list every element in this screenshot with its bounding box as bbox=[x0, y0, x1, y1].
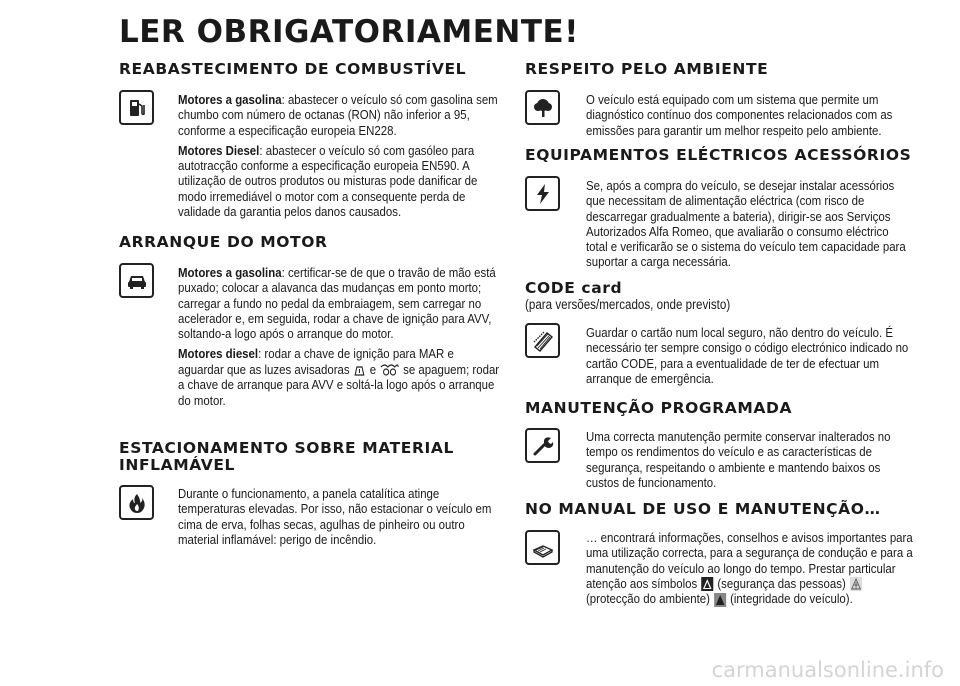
electrical-heading: EQUIPAMENTOS ELÉCTRICOS ACESSÓRIOS bbox=[525, 146, 912, 164]
watermark: carmanualsonline.info bbox=[711, 658, 944, 682]
card-icon bbox=[525, 323, 560, 358]
wrench-icon bbox=[525, 428, 560, 463]
personal-safety-icon bbox=[700, 577, 714, 591]
fuel-p1-bold: Motores a gasolina bbox=[178, 92, 282, 107]
parking-heading: ESTACIONAMENTO SOBRE MATERIAL INFLAMÁVEL bbox=[119, 439, 454, 474]
car-icon bbox=[119, 263, 154, 298]
manual-text-b: (segurança das pessoas) bbox=[714, 575, 849, 591]
fuel-heading: REABASTECIMENTO DE COMBUSTÍVEL bbox=[119, 60, 467, 78]
flame-icon bbox=[119, 485, 154, 520]
parking-text: Durante o funcionamento, a panela catalítica atinge temperaturas elevadas. Por isso, não estacionar o veículo em cima de erva, folhas secas, agulhas de pinheiro ou outro material inflamável: perigo de incêndio. bbox=[178, 486, 492, 547]
environment-heading: RESPEITO PELO AMBIENTE bbox=[525, 60, 769, 78]
environment-protection-icon bbox=[849, 577, 863, 591]
start-heading: ARRANQUE DO MOTOR bbox=[119, 233, 328, 251]
start-p1-text: : certificar-se de que o travão de mão está puxado; colocar a alavanca das mudanças em ponto morto; carregar a fundo no pedal da embraiagem, sem carregar no acelerador e, em seguida, rodar a chave de ignição para AVV, soltando-a logo após o arranque do motor. bbox=[178, 265, 496, 342]
start-p2-and: e bbox=[366, 361, 380, 377]
code-card-subheading: (para versões/mercados, onde previsto) bbox=[525, 297, 731, 312]
vehicle-integrity-icon bbox=[713, 593, 727, 607]
fuel-pump-icon bbox=[119, 90, 154, 125]
fuel-text bbox=[178, 92, 501, 224]
fuel-p2-bold: Motores Diesel bbox=[178, 142, 260, 158]
environment-text: O veículo está equipado com um sistema que permite um diagnóstico contínuo dos componentes relacionados com as emissões para garantir um melhor respeito pelo ambiente. bbox=[586, 92, 893, 138]
manual-text-d: (integridade do veículo). bbox=[726, 591, 853, 607]
maintenance-text: Uma correcta manutenção permite conservar inalterados no tempo os rendimentos do veículo e as características de segurança, respeitando o ambiente e mantendo baixos os custos de funcionamento. bbox=[586, 429, 891, 490]
manual-heading: NO MANUAL DE USO E MANUTENÇÃO… bbox=[525, 500, 881, 518]
manual-text bbox=[586, 530, 913, 607]
start-p2-text-a: : rodar a chave de ignição para MAR e aguardar que as luzes avisadoras bbox=[178, 346, 454, 377]
start-p1-bold: Motores a gasolina bbox=[178, 265, 282, 280]
warning-light-icon bbox=[353, 363, 367, 377]
tree-icon bbox=[525, 90, 560, 125]
code-card-text: Guardar o cartão num local seguro, não dentro do veículo. É necessário ter sempre consigo o código electrónico indicado no cartão CODE, para a eventualidade de ter de efectuar um arranque de emergência. bbox=[586, 325, 909, 386]
manual-text-c: (protecção do ambiente) bbox=[586, 591, 714, 607]
manual-text-a: … encontrará informações, conselhos e avisos importantes para uma utilização correcta, para a segurança de condução e para a manutenção do veículo ao longo do tempo. Prestar particular atenção aos símbolos bbox=[586, 530, 913, 591]
code-card-heading: CODE card bbox=[525, 279, 623, 297]
page-title: LER OBRIGATORIAMENTE! bbox=[119, 14, 579, 50]
glow-plug-icon bbox=[379, 363, 400, 377]
fuel-p1-text: : abastecer o veículo só com gasolina sem chumbo com número de octanas (RON) não inferior a 95, conforme a especificação europeia EN228. bbox=[178, 92, 498, 138]
fuel-p2-text: : abastecer o veículo só com gasóleo para autotracção conforme a especificação europeia EN590. A utilização de outros produtos ou misturas pode danificar de modo irremediável o motor com a consequente perda de validade da garantia pelos danos causados. bbox=[178, 142, 478, 220]
maintenance-heading: MANUTENÇÃO PROGRAMADA bbox=[525, 399, 793, 417]
start-p2-bold: Motores diesel bbox=[178, 346, 259, 362]
lightning-icon bbox=[525, 176, 560, 211]
start-p2-text-b: se apaguem; rodar a chave de arranque para AVV e soltá-la logo após o arranque do motor. bbox=[178, 361, 500, 408]
book-icon bbox=[525, 530, 560, 565]
electrical-text: Se, após a compra do veículo, se desejar instalar acessórios que necessitam de alimentação eléctrica (com risco de descarregar gradualmente a bateria), dirigir-se aos Serviços Autorizados Alfa Romeo, que avaliarão o consumo eléctrico total e verificarão se o sistema do veículo tem capacidade para suportar a carga necessária. bbox=[586, 178, 906, 270]
start-text bbox=[178, 265, 501, 413]
